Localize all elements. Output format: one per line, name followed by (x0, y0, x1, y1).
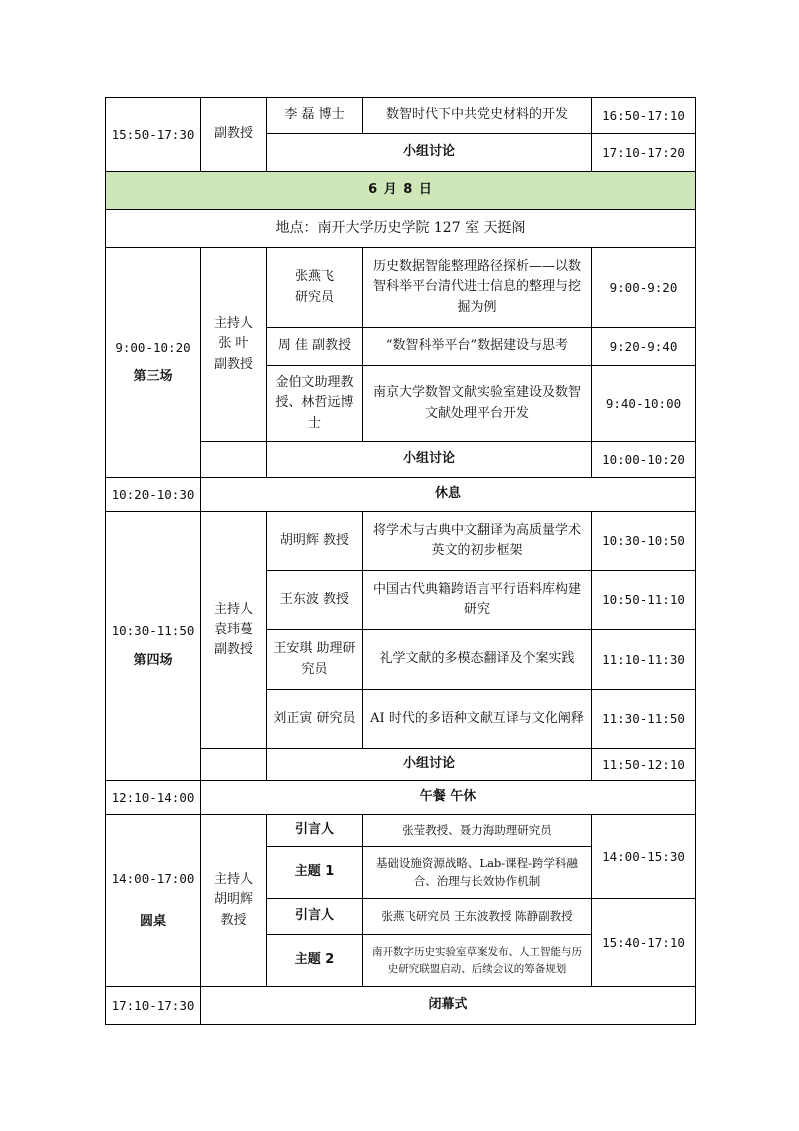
content-cell: 张燕飞研究员 王东波教授 陈静副教授 (363, 899, 592, 935)
speaker-cell: 王安琪 助理研究员 (267, 630, 363, 690)
session-4-name: 第四场 (133, 652, 173, 668)
slot-cell: 11:30-11:50 (592, 690, 696, 749)
closing-time: 17:10-17:30 (106, 987, 201, 1025)
slot-cell: 10:30-10:50 (592, 512, 696, 571)
topic-cell: 历史数据智能整理路径探析——以数智科举平台清代进士信息的整理与挖掘为例 (363, 248, 592, 328)
chair-cell: 副教授 (201, 98, 267, 172)
slot-cell: 17:10-17:20 (592, 134, 696, 172)
lunch-time: 12:10-14:00 (106, 781, 201, 815)
table-row (106, 98, 696, 134)
speaker-cell: 张燕飞 研究员 (267, 248, 363, 328)
speaker-cell: 刘正寅 研究员 (267, 690, 363, 749)
session-time: 15:50-17:30 (106, 98, 201, 172)
role-cell: 引言人 (267, 815, 363, 847)
topic-cell: 南京大学数智文献实验室建设及数智文献处理平台开发 (363, 366, 592, 442)
day-row (106, 172, 696, 210)
slot-cell: 16:50-17:10 (592, 98, 696, 134)
lunch-label: 午餐 午休 (201, 781, 696, 815)
closing-label: 闭幕式 (201, 987, 696, 1025)
venue-text: 地点：南开大学历史学院 127 室 天挺阁 (106, 210, 696, 248)
slot-cell: 10:00-10:20 (592, 442, 696, 478)
session-3-time: 9:00-10:20 第三场 (106, 248, 201, 478)
round-chair: 主持人 胡明辉 教授 (201, 815, 267, 987)
topic-cell: 数智时代下中共党史材料的开发 (363, 98, 592, 134)
discussion-label: 小组讨论 (267, 442, 592, 478)
session-3-chair: 主持人 张 叶 副教授 (201, 248, 267, 442)
topic-cell: AI 时代的多语种文献互译与文化阐释 (363, 690, 592, 749)
venue-row (106, 210, 696, 248)
session-4-time: 10:30-11:50 第四场 (106, 512, 201, 781)
table-row (106, 781, 696, 815)
slot-cell: 14:00-15:30 (592, 815, 696, 899)
topic-cell: 礼学文献的多模态翻译及个案实践 (363, 630, 592, 690)
discussion-label: 小组讨论 (267, 749, 592, 781)
round-time: 14:00-17:00 圆桌 (106, 815, 201, 987)
table-row (106, 815, 696, 847)
discussion-label: 小组讨论 (267, 134, 592, 172)
slot-cell: 10:50-11:10 (592, 571, 696, 630)
slot-cell: 9:20-9:40 (592, 328, 696, 366)
session-4-chair: 主持人 袁玮蔓 副教授 (201, 512, 267, 749)
topic-cell: 中国古代典籍跨语言平行语料库构建研究 (363, 571, 592, 630)
slot-cell: 15:40-17:10 (592, 899, 696, 987)
table-row (106, 987, 696, 1025)
slot-cell: 11:50-12:10 (592, 749, 696, 781)
content-cell: 基础设施资源战略、Lab-课程-跨学科融合、治理与长效协作机制 (363, 847, 592, 899)
speaker-cell: 周 佳 副教授 (267, 328, 363, 366)
slot-cell: 9:00-9:20 (592, 248, 696, 328)
content-cell: 张莹教授、聂力海助理研究员 (363, 815, 592, 847)
break-label: 休息 (201, 478, 696, 512)
role-cell: 引言人 (267, 899, 363, 935)
speaker-cell: 金伯文助理教授、林哲远博士 (267, 366, 363, 442)
day-header: 6 月 8 日 (106, 172, 696, 210)
table-row (106, 478, 696, 512)
speaker-cell: 王东波 教授 (267, 571, 363, 630)
role-cell: 主题 2 (267, 935, 363, 987)
session-3-name: 第三场 (133, 369, 173, 385)
topic-cell: 将学术与古典中文翻译为高质量学术英文的初步框架 (363, 512, 592, 571)
slot-cell: 9:40-10:00 (592, 366, 696, 442)
schedule-table (105, 97, 696, 1025)
table-row (106, 512, 696, 571)
role-cell: 主题 1 (267, 847, 363, 899)
content-cell: 南开数字历史实验室草案发布、人工智能与历史研究联盟启动、后续会议的筹备规划 (363, 935, 592, 987)
speaker-cell: 胡明辉 教授 (267, 512, 363, 571)
round-name: 圆桌 (139, 914, 166, 930)
speaker-cell: 李 磊 博士 (267, 98, 363, 134)
slot-cell: 11:10-11:30 (592, 630, 696, 690)
break-time: 10:20-10:30 (106, 478, 201, 512)
table-row (106, 248, 696, 328)
topic-cell: “数智科举平台”数据建设与思考 (363, 328, 592, 366)
